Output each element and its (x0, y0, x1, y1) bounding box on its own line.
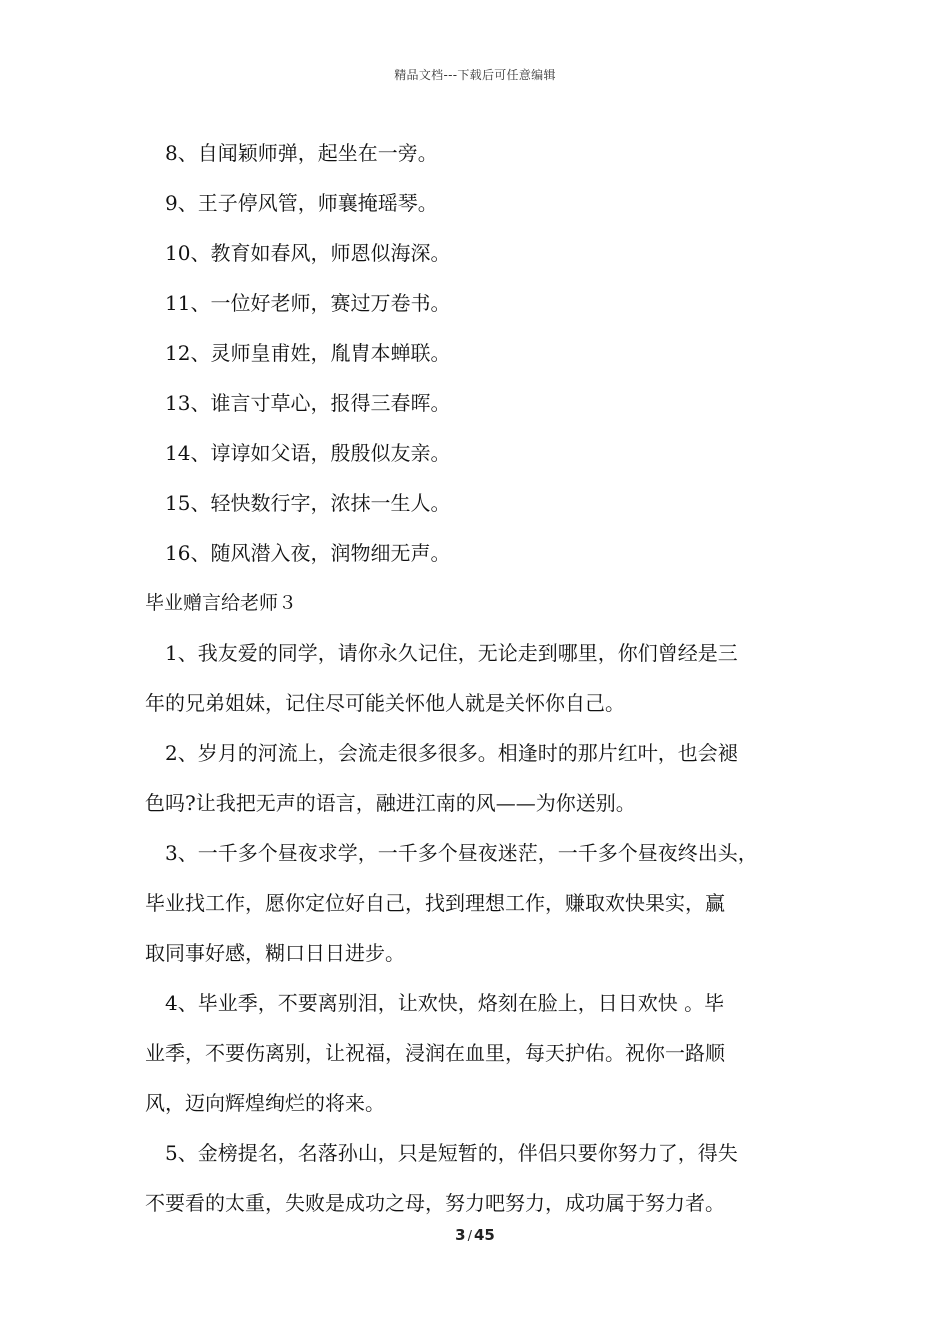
page-content (145, 128, 815, 1228)
paragraph-line: 不要看的太重，失败是成功之母，努力吧努力，成功属于努力者。 (145, 1191, 725, 1215)
list-item: 14、谆谆如父语，殷殷似友亲。 (165, 441, 451, 465)
paragraph-line: 4、毕业季，不要离别泪，让欢快，烙刻在脸上，日日欢快 。毕 (165, 991, 725, 1015)
paragraph-line: 3、一千多个昼夜求学，一千多个昼夜迷茫，一千多个昼夜终出头， (165, 841, 758, 865)
paragraph-line: 1、我友爱的同学，请你永久记住，无论走到哪里，你们曾经是三 (165, 641, 738, 665)
list-item: 16、随风潜入夜，润物细无声。 (165, 541, 451, 565)
page-separator: / (467, 1229, 472, 1244)
list-item: 15、轻快数行字，浓抹一生人。 (165, 491, 451, 515)
paragraph-line: 毕业找工作，愿你定位好自己，找到理想工作，赚取欢快果实，赢 (145, 891, 725, 915)
paragraph (145, 828, 815, 978)
paragraph-line: 取同事好感，糊口日日进步。 (145, 941, 405, 965)
list-item: 11、一位好老师，赛过万卷书。 (165, 291, 451, 315)
list-item: 8、自闻颖师弹，起坐在一旁。 (165, 141, 438, 165)
page-total: 45 (473, 1226, 495, 1244)
paragraph-line: 5、金榜提名，名落孙山，只是短暂的，伴侣只要你努力了，得失 (165, 1141, 738, 1165)
paragraph (145, 1128, 815, 1228)
paragraph (145, 728, 815, 828)
header-text: 精品文档---下载后可任意编辑 (394, 68, 556, 82)
paragraph (145, 628, 815, 728)
paragraph-line: 色吗?让我把无声的语言，融进江南的风——为你送别。 (145, 791, 636, 815)
paragraph-line: 年的兄弟姐妹，记住尽可能关怀他人就是关怀你自己。 (145, 691, 625, 715)
list-item: 13、谁言寸草心，报得三春晖。 (165, 391, 451, 415)
list-item: 10、教育如春风，师恩似海深。 (165, 241, 451, 265)
paragraph-line: 业季，不要伤离别，让祝福，浸润在血里，每天护佑。祝你一路顺 (145, 1041, 725, 1065)
list-item: 12、灵师皇甫姓，胤胄本蝉联。 (165, 341, 451, 365)
paragraph (145, 978, 815, 1128)
page-footer (0, 1226, 950, 1244)
paragraph-line: 2、岁月的河流上，会流走很多很多。相逢时的那片红叶，也会褪 (165, 741, 738, 765)
section-heading: 毕业赠言给老师３ (145, 592, 298, 614)
page-number: 3 (455, 1226, 466, 1244)
paragraph-line: 风，迈向辉煌绚烂的将来。 (145, 1091, 385, 1115)
list-item: 9、王子停风管，师襄掩瑶琴。 (165, 191, 438, 215)
page-header (0, 66, 950, 83)
